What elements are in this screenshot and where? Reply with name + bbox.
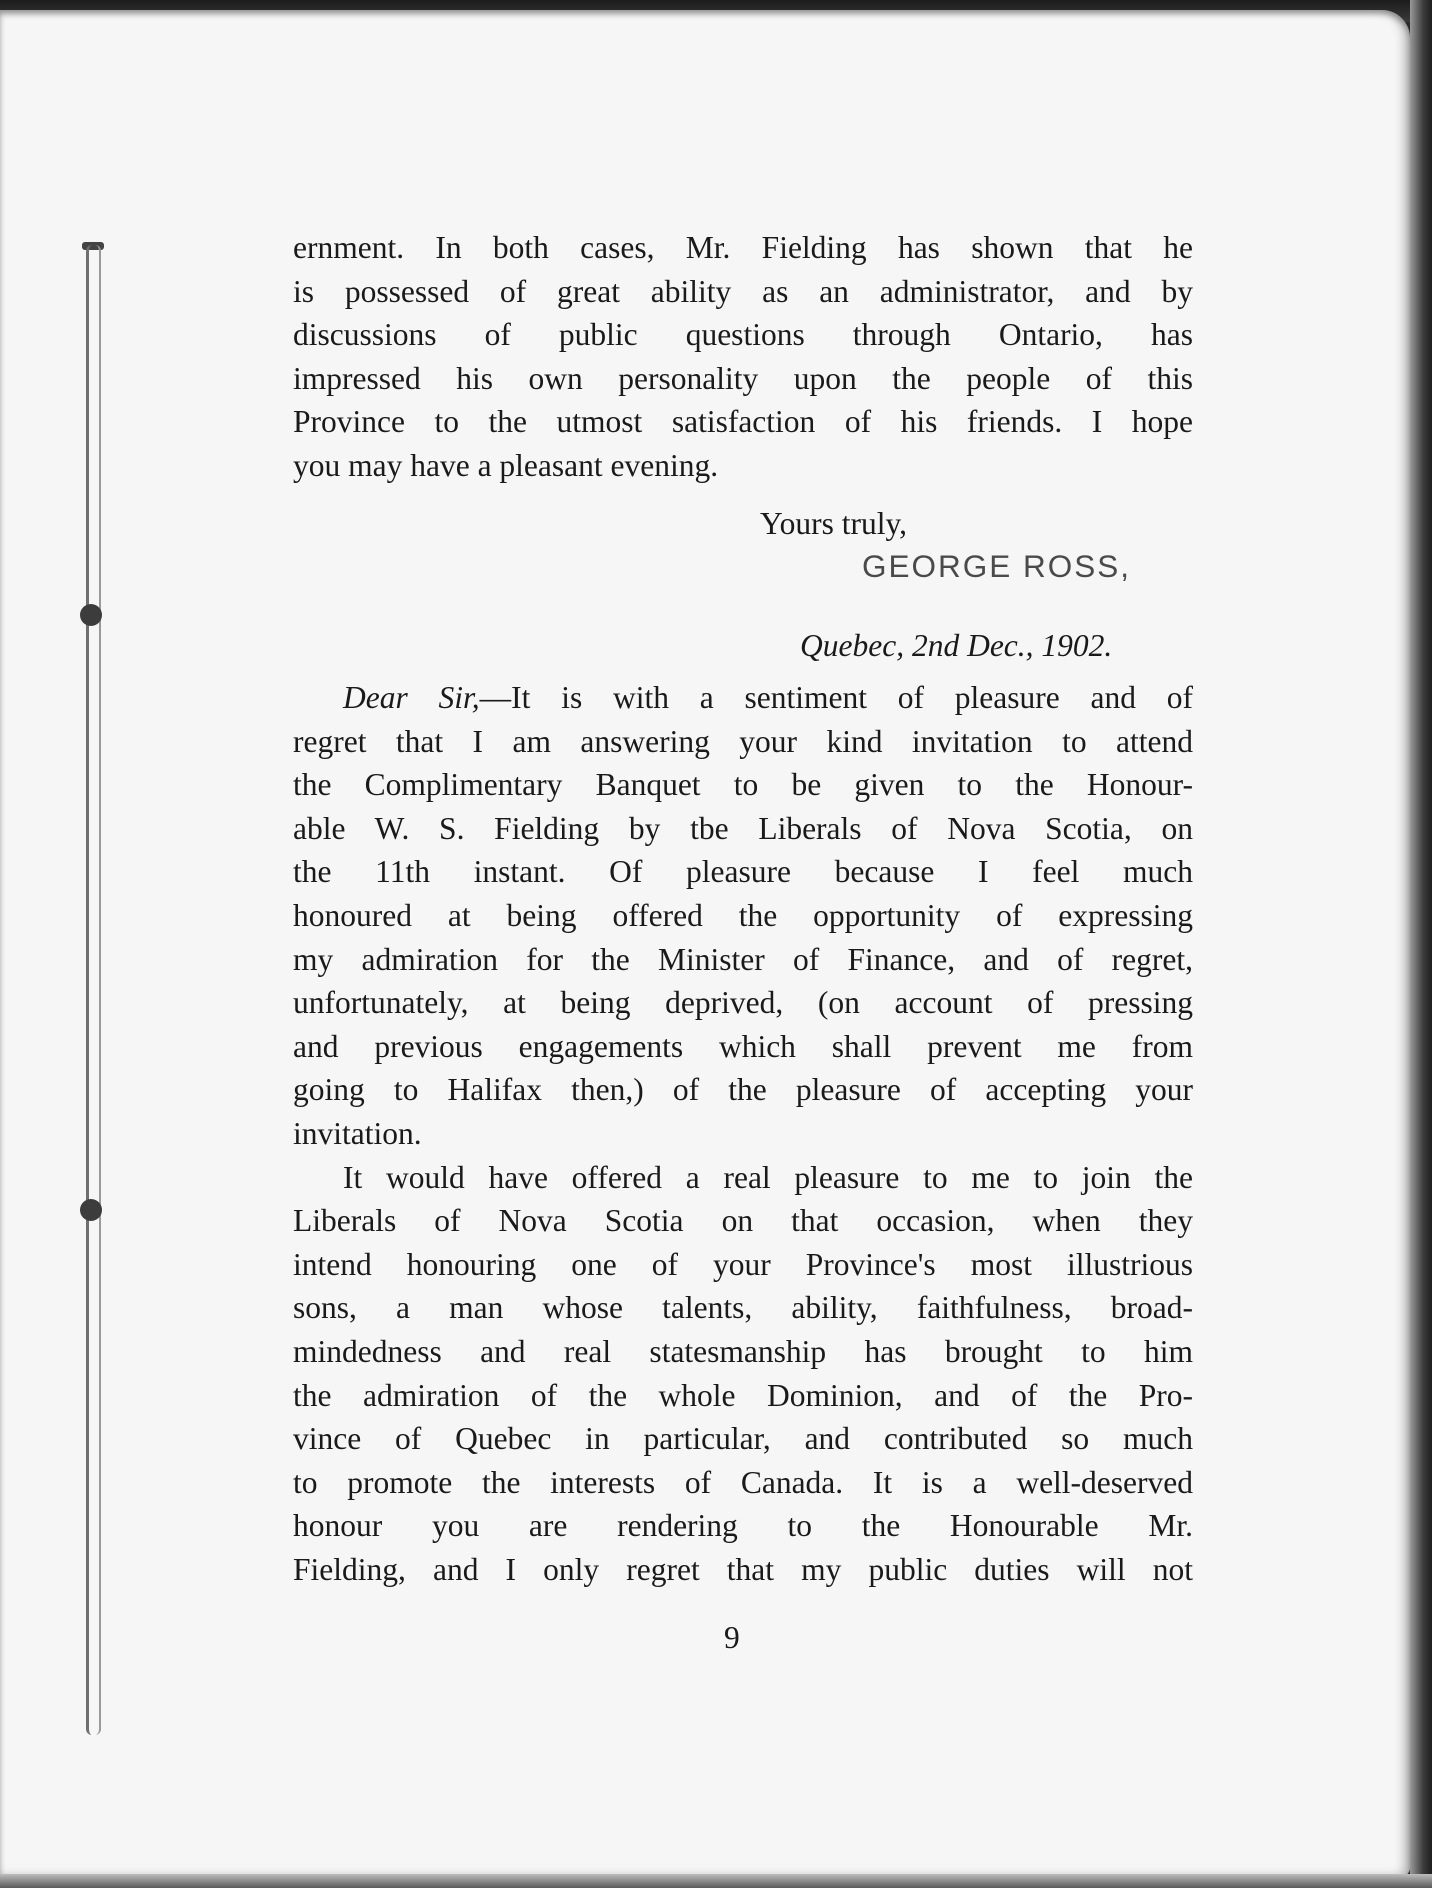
binding-knot (80, 604, 102, 626)
text-line: Province to the utmost satisfaction of his friends. I hope (293, 404, 1193, 440)
text-line: the admiration of the whole Dominion, and of the Pro- (293, 1377, 1193, 1413)
page-right-edge (1410, 0, 1432, 1888)
text-line: It would have offered a real pleasure to me to join the (343, 1159, 1193, 1195)
text-line: is possessed of great ability as an administrator, and by (293, 273, 1193, 309)
text-line: Liberals of Nova Scotia on that occasion, when they (293, 1203, 1193, 1239)
text-line: to promote the interests of Canada. It is a well-deserved (293, 1464, 1193, 1500)
letter-dateline: Quebec, 2nd Dec., 1902. (800, 628, 1113, 663)
text-line: honoured at being offered the opportunity of expressing (293, 897, 1193, 933)
text-line: the Complimentary Banquet to be given to the Honour- (293, 767, 1193, 803)
text-line: intend honouring one of your Province's most illustrious (293, 1246, 1193, 1282)
text-line (293, 676, 1193, 720)
text-line: ernment. In both cases, Mr. Fielding has shown that he (293, 230, 1193, 265)
page-bottom-edge (0, 1874, 1432, 1888)
text-line: going to Halifax then,) of the pleasure of accepting your (293, 1072, 1193, 1108)
text-line: Fielding, and I only regret that my public duties will not (293, 1551, 1193, 1587)
text-line: discussions of public questions through Ontario, has (293, 317, 1193, 353)
text-line: you may have a pleasant evening. (293, 447, 719, 483)
letter-signature: GEORGE ROSS, (862, 548, 1132, 584)
binding-thread (86, 245, 101, 1735)
letter-salutation: Dear Sir, (343, 680, 480, 715)
text-line: regret that I am answering your kind invitation to attend (293, 723, 1193, 759)
binding-knot (80, 1199, 102, 1221)
text-line: the 11th instant. Of pleasure because I feel much (293, 854, 1193, 890)
letter-two-body (293, 676, 1193, 1591)
text-line: impressed his own personality upon the people of this (293, 360, 1193, 396)
text-line: mindedness and real statesmanship has brought to him (293, 1333, 1193, 1369)
letter-one-body (293, 226, 1193, 488)
text-line: able W. S. Fielding by tbe Liberals of Nova Scotia, on (293, 810, 1193, 846)
text-line: honour you are rendering to the Honourable Mr. (293, 1508, 1193, 1544)
text-line: invitation. (293, 1115, 422, 1151)
text-line: and previous engagements which shall prevent me from (293, 1028, 1193, 1064)
text-line: unfortunately, at being deprived, (on account of pressing (293, 985, 1193, 1021)
text-line: my admiration for the Minister of Finance, and of regret, (293, 941, 1193, 977)
text-line: vince of Quebec in particular, and contributed so much (293, 1421, 1193, 1457)
text-line: sons, a man whose talents, ability, faithfulness, broad- (293, 1290, 1193, 1326)
text-fragment: —It is with a sentiment of pleasure and of (479, 680, 1193, 715)
letter-closing: Yours truly, (760, 506, 908, 541)
page-number: 9 (724, 1620, 740, 1655)
